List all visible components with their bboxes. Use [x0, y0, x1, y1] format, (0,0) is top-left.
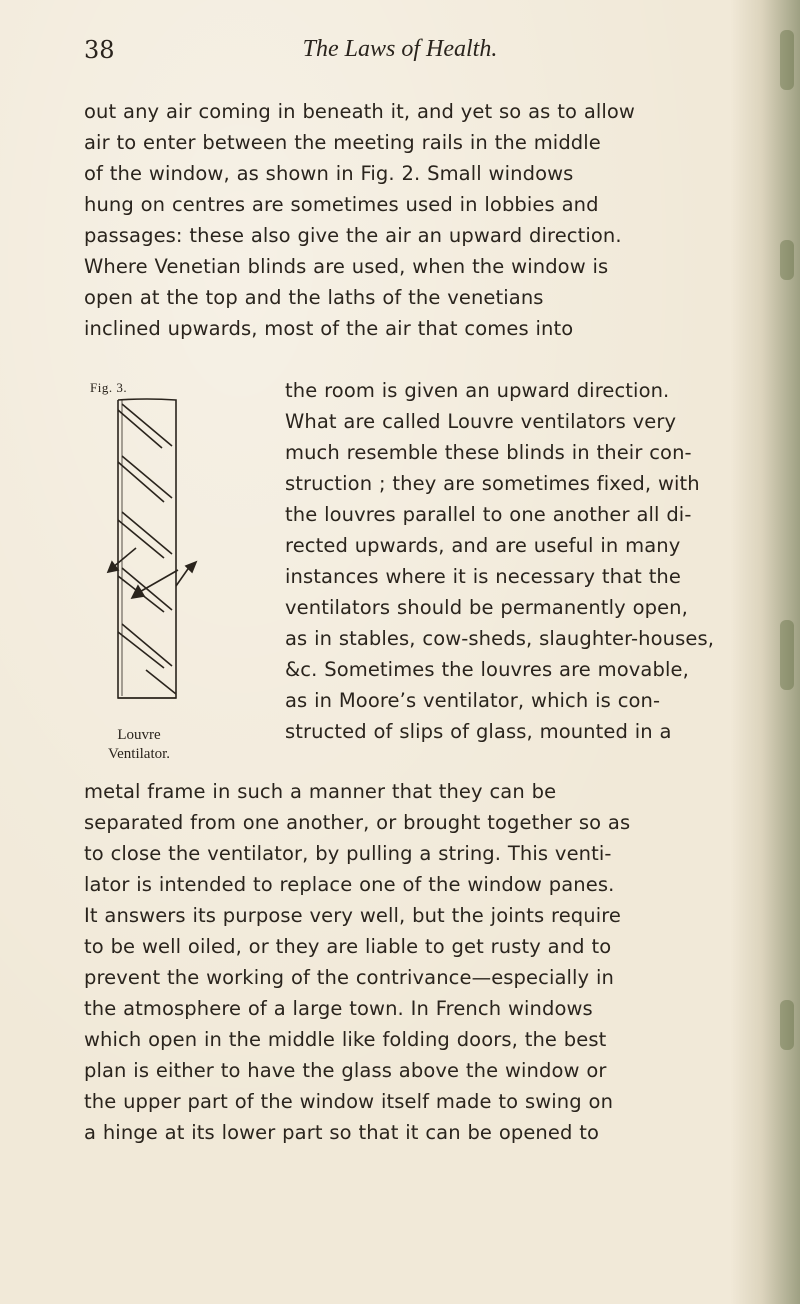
- text-line: as in stables, cow-sheds, slaughter-houses,: [285, 627, 715, 650]
- text-line: to be well oiled, or they are liable to get rusty and to: [84, 935, 612, 958]
- paragraph-bottom: [84, 776, 727, 1148]
- louvre-slat: [122, 512, 172, 554]
- figure-label: Fig. 3.: [90, 380, 128, 395]
- page-number: 38: [84, 36, 115, 64]
- text-line: &c. Sometimes the louvres are movable,: [285, 658, 689, 681]
- figure-caption: [80, 726, 198, 764]
- text-line: of the window, as shown in Fig. 2. Small windows: [84, 162, 574, 185]
- louvre-slat: [146, 670, 176, 694]
- text-line: prevent the working of the contrivance—especially in: [84, 966, 614, 989]
- text-line: much resemble these blinds in their con-: [285, 441, 692, 464]
- text-line: passages: these also give the air an upward direction.: [84, 224, 622, 247]
- text-line: metal frame in such a manner that they can be: [84, 780, 557, 803]
- louvre-slat: [122, 456, 172, 498]
- text-line: ventilators should be permanently open,: [285, 596, 688, 619]
- louvre-ventilator-figure: [92, 398, 292, 718]
- text-line: separated from one another, or brought together so as: [84, 811, 631, 834]
- text-line: open at the top and the laths of the venetians: [84, 286, 544, 309]
- text-line: rected upwards, and are useful in many: [285, 534, 681, 557]
- caption-line: Louvre: [117, 727, 161, 743]
- text-line: as in Moore’s ventilator, which is con-: [285, 689, 661, 712]
- paragraph-beside-figure: [285, 375, 727, 747]
- page-stain: [780, 620, 794, 690]
- text-line: out any air coming in beneath it, and yet so as to allow: [84, 100, 635, 123]
- text-line: to close the ventilator, by pulling a string. This venti-: [84, 842, 612, 865]
- text-line: which open in the middle like folding doors, the best: [84, 1028, 607, 1051]
- text-line: instances where it is necessary that the: [285, 565, 681, 588]
- text-line: hung on centres are sometimes used in lobbies and: [84, 193, 599, 216]
- louvre-slat: [122, 404, 172, 446]
- text-line: structed of slips of glass, mounted in a: [285, 720, 672, 743]
- text-line: the atmosphere of a large town. In French windows: [84, 997, 593, 1020]
- page-header: [80, 36, 720, 76]
- louvre-slat: [118, 632, 164, 668]
- page-stain: [780, 1000, 794, 1050]
- text-line: It answers its purpose very well, but the joints require: [84, 904, 622, 927]
- caption-line: Ventilator.: [107, 746, 171, 762]
- text-line: air to enter between the meeting rails in the middle: [84, 131, 601, 154]
- text-line: What are called Louvre ventilators very: [285, 410, 677, 433]
- louvre-slat: [122, 568, 172, 610]
- text-line: the room is given an upward direction.: [285, 379, 670, 402]
- text-line: struction ; they are sometimes fixed, with: [285, 472, 700, 495]
- air-arrow: [136, 570, 178, 594]
- running-title: The Laws of Health.: [302, 36, 498, 62]
- paragraph-top: [84, 96, 727, 344]
- text-line: a hinge at its lower part so that it can be opened to: [84, 1121, 600, 1144]
- frame-outline: [118, 399, 176, 698]
- text-line: the upper part of the window itself made to swing on: [84, 1090, 614, 1113]
- text-line: plan is either to have the glass above the window or: [84, 1059, 607, 1082]
- louvre-slat: [118, 462, 164, 502]
- text-line: the louvres parallel to one another all di-: [285, 503, 692, 526]
- air-arrow: [112, 548, 136, 568]
- page-stain: [780, 30, 794, 90]
- louvre-slat: [118, 520, 164, 558]
- louvre-slat: [118, 410, 162, 448]
- louvre-slat: [122, 624, 172, 666]
- text-line: inclined upwards, most of the air that comes into: [84, 317, 574, 340]
- text-line: lator is intended to replace one of the window panes.: [84, 873, 615, 896]
- page-stain: [780, 240, 794, 280]
- text-line: Where Venetian blinds are used, when the window is: [84, 255, 609, 278]
